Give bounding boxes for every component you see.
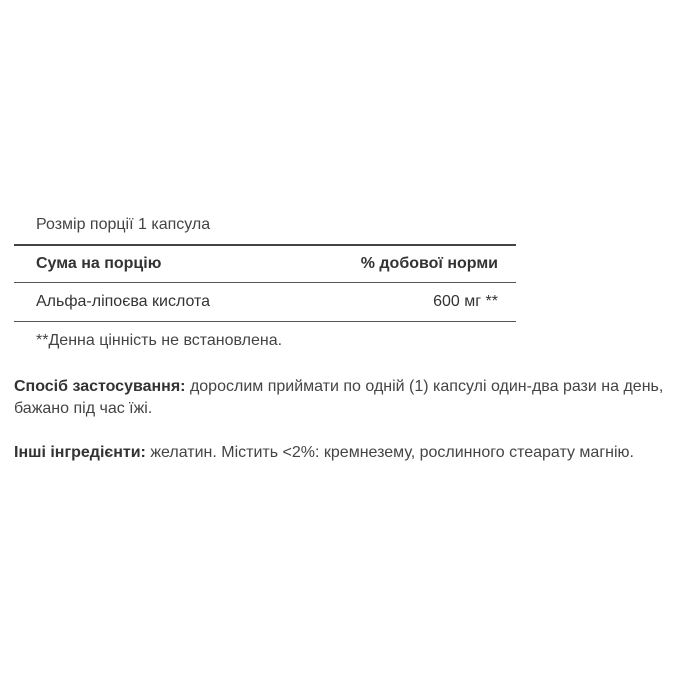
footnote: **Денна цінність не встановлена. [36, 332, 283, 349]
ingredient-name: Альфа-ліпоєва кислота [36, 293, 211, 310]
ingredients-label: Інші інгредієнти: [14, 444, 146, 461]
daily-value-label: % добової норми [360, 255, 498, 272]
usage-label: Спосіб застосування: [14, 378, 186, 395]
supplement-facts-table [14, 214, 516, 352]
usage-paragraph [14, 376, 690, 420]
usage-text: дорослим приймати по одній (1) капсулі один-два рази на день, бажано під час їжі. [14, 378, 664, 417]
ingredient-amount: 600 мг ** [433, 293, 498, 310]
amount-per-serving-label: Сума на порцію [36, 255, 162, 272]
other-ingredients-paragraph [14, 442, 690, 464]
table-header-row [14, 246, 516, 282]
serving-size: Розмір порції 1 капсула [36, 216, 211, 233]
ingredients-text: желатин. Містить <2%: кремнезему, рослинного стеарату магнію. [145, 444, 634, 461]
table-row [14, 283, 516, 321]
